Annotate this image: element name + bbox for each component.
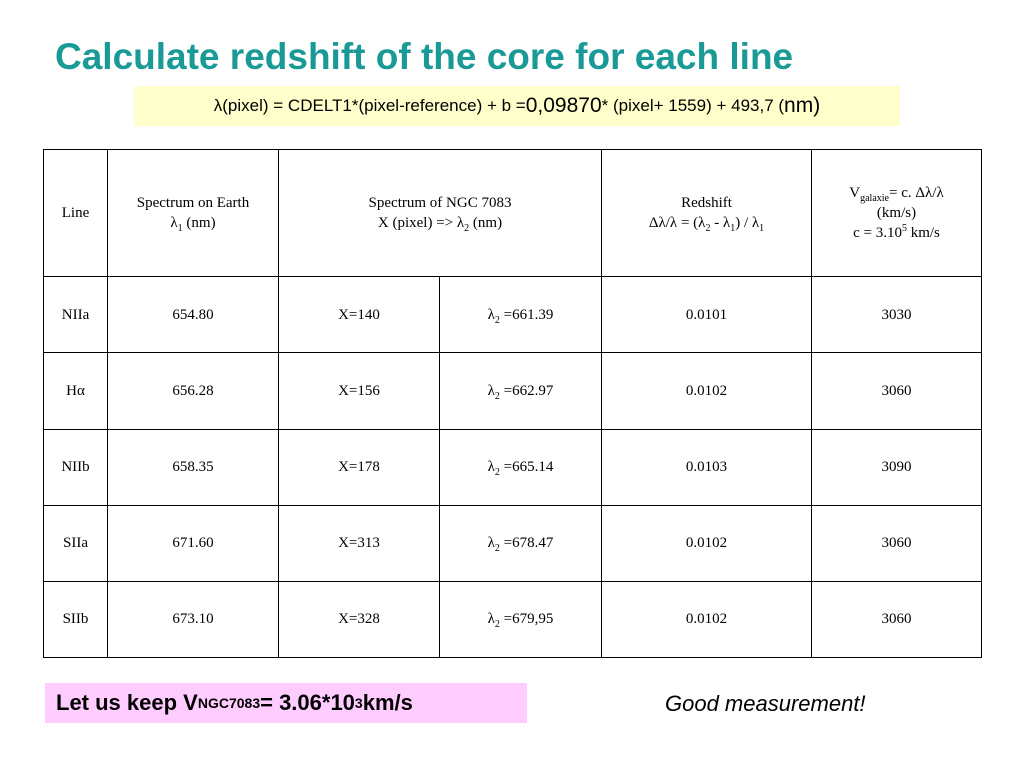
cell-ngc-wavelength: $\lambda_2 =661.39$ xyxy=(440,277,602,353)
cell-earth-wavelength: 671.60 xyxy=(108,505,279,581)
formula-coefficient: 0,09870 xyxy=(525,94,602,117)
cell-earth-wavelength: 654.80 xyxy=(108,277,279,353)
cell-pixel: X=328 xyxy=(279,581,440,657)
formula-lambda: λ xyxy=(213,96,223,115)
header-ngc-title: Spectrum of NGC 7083 xyxy=(368,195,512,212)
header-redshift-title: Redshift xyxy=(681,195,732,212)
cell-redshift: 0.0101 xyxy=(602,277,812,353)
cell-redshift: 0.0102 xyxy=(602,581,812,657)
cell-pixel: X=140 xyxy=(279,277,440,353)
slide-title: Calculate redshift of the core for each line xyxy=(55,36,794,77)
header-velocity-unit: (km/s) xyxy=(876,205,917,222)
cell-redshift: 0.0102 xyxy=(602,505,812,581)
cell-earth-wavelength: 673.10 xyxy=(108,581,279,657)
cell-line: NIIa xyxy=(44,277,108,353)
cell-pixel: X=313 xyxy=(279,505,440,581)
header-line: Line xyxy=(44,150,108,277)
table-row xyxy=(44,353,982,429)
cell-velocity: 3090 xyxy=(812,429,982,505)
cell-line: SIIb xyxy=(44,581,108,657)
formula-part2: * (pixel+ 1559) + 493,7 ( xyxy=(601,96,785,115)
header-earth-spectrum xyxy=(108,150,279,277)
header-speed-of-light: $c = 3.10^5$ km/s xyxy=(853,223,940,242)
header-velocity-formula: $V_{galaxie}= c$. Δλ/λ xyxy=(849,185,944,205)
cell-velocity: 3060 xyxy=(812,505,982,581)
cell-redshift: 0.0102 xyxy=(602,353,812,429)
header-ngc-unit: X (pixel) => $\lambda_2$ (nm) xyxy=(377,215,503,235)
formula-part1: (pixel) = CDELT1*(pixel-reference) + b = xyxy=(222,96,526,115)
table-row xyxy=(44,277,982,353)
comment-text: Good measurement! xyxy=(665,691,866,716)
conclusion-box: Let us keep V NGC7083 = 3.06*10 3 km/s xyxy=(45,683,527,723)
cell-line: NIIb xyxy=(44,429,108,505)
cell-velocity: 3060 xyxy=(812,581,982,657)
cell-earth-wavelength: 658.35 xyxy=(108,429,279,505)
cell-pixel: X=156 xyxy=(279,353,440,429)
wavelength-formula xyxy=(134,86,900,126)
cell-redshift: 0.0103 xyxy=(602,429,812,505)
table-row xyxy=(44,581,982,657)
header-redshift xyxy=(602,150,812,277)
cell-ngc-wavelength: $\lambda_2 =679,95$ xyxy=(440,581,602,657)
header-velocity xyxy=(812,150,982,277)
table-header-row xyxy=(44,150,982,277)
cell-velocity: 3030 xyxy=(812,277,982,353)
header-earth-unit: $\lambda_1$ (nm) xyxy=(170,215,216,235)
cell-ngc-wavelength: $\lambda_2 =662.97$ xyxy=(440,353,602,429)
cell-ngc-wavelength: $\lambda_2 =665.14$ xyxy=(440,429,602,505)
cell-earth-wavelength: 656.28 xyxy=(108,353,279,429)
cell-line: Hα xyxy=(44,353,108,429)
table-row xyxy=(44,429,982,505)
table-row xyxy=(44,505,982,581)
formula-unit: nm) xyxy=(784,94,821,117)
cell-pixel: X=178 xyxy=(279,429,440,505)
header-ngc-spectrum xyxy=(279,150,602,277)
header-earth-title: Spectrum on Earth xyxy=(136,195,250,212)
cell-line: SIIa xyxy=(44,505,108,581)
redshift-table xyxy=(43,149,982,658)
cell-velocity: 3060 xyxy=(812,353,982,429)
cell-ngc-wavelength: $\lambda_2 =678.47$ xyxy=(440,505,602,581)
header-redshift-formula: $\Delta\lambda/\lambda = (\lambda_2 - \lambda_1) / \lambda_1$ xyxy=(648,215,765,235)
